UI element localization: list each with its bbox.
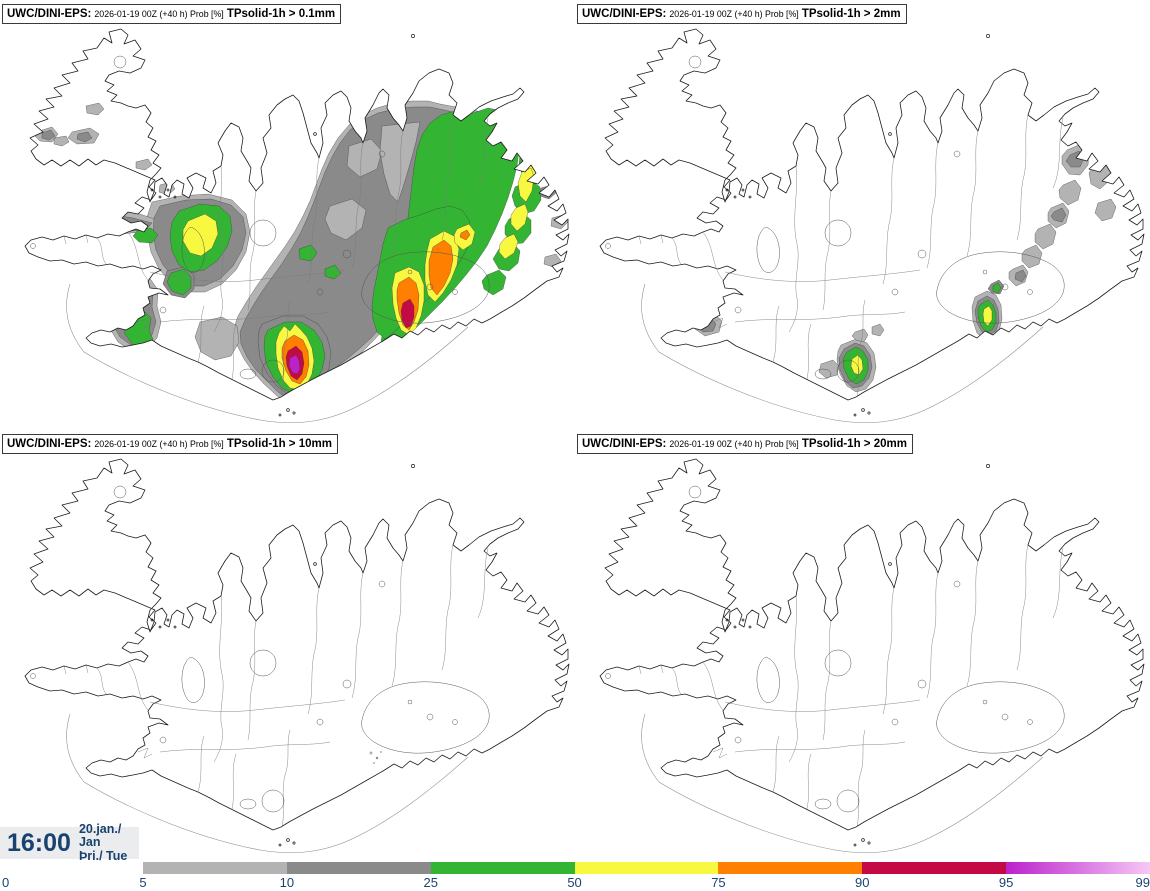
colorbar-label: 95: [998, 875, 1014, 890]
colorbar-label: 0: [2, 875, 10, 890]
parameter-name: TPsolid-1h > 20mm: [801, 438, 907, 450]
panel-title: [577, 434, 913, 454]
colorbar-segment: [862, 862, 1006, 874]
model-name: UWC/DINI-EPS:: [582, 8, 667, 20]
clock-date: 20.jan./ Jan: [78, 821, 122, 850]
run-info: 2026-01-19 00Z (+40 h) Prob [%]: [94, 439, 224, 449]
clock-weekday: Þri./ Tue: [78, 848, 128, 863]
probability-colorbar: [0, 860, 1150, 891]
iceland-map: [0, 452, 575, 857]
panel-prob-gt-0-1mm: [0, 0, 575, 430]
panel-prob-gt-2mm: [575, 0, 1150, 430]
run-info: 2026-01-19 00Z (+40 h) Prob [%]: [669, 9, 799, 19]
colorbar-label: 75: [711, 875, 726, 890]
colorbar-label: 90: [855, 875, 870, 890]
parameter-name: TPsolid-1h > 2mm: [801, 8, 901, 20]
iceland-map: [0, 22, 575, 427]
colorbar-label: 25: [423, 875, 438, 890]
model-name: UWC/DINI-EPS:: [7, 8, 92, 20]
clock-dates: [79, 823, 139, 864]
model-name: UWC/DINI-EPS:: [7, 438, 92, 450]
run-info: 2026-01-19 00Z (+40 h) Prob [%]: [94, 9, 224, 19]
colorbar-segment: [718, 862, 862, 874]
parameter-name: TPsolid-1h > 10mm: [226, 438, 332, 450]
panel-title: [2, 4, 341, 24]
colorbar-label: 5: [139, 875, 147, 890]
iceland-map: [575, 22, 1150, 427]
colorbar-segment: [431, 862, 575, 874]
clock-time: 16:00: [7, 828, 71, 857]
run-info: 2026-01-19 00Z (+40 h) Prob [%]: [669, 439, 799, 449]
clock-box: [0, 821, 139, 863]
colorbar-label: 50: [567, 875, 582, 890]
colorbar-label: 99: [1135, 875, 1150, 890]
iceland-map: [575, 452, 1150, 857]
colorbar-segment: [575, 862, 719, 874]
colorbar-segment: [287, 862, 431, 874]
parameter-name: TPsolid-1h > 0.1mm: [226, 8, 336, 20]
colorbar-segment: [143, 862, 287, 874]
colorbar-label: 10: [279, 875, 295, 890]
panel-title: [2, 434, 338, 454]
panel-title: [577, 4, 907, 24]
colorbar-segment: [1006, 862, 1150, 874]
model-name: UWC/DINI-EPS:: [582, 438, 667, 450]
panel-prob-gt-20mm: [575, 430, 1150, 891]
